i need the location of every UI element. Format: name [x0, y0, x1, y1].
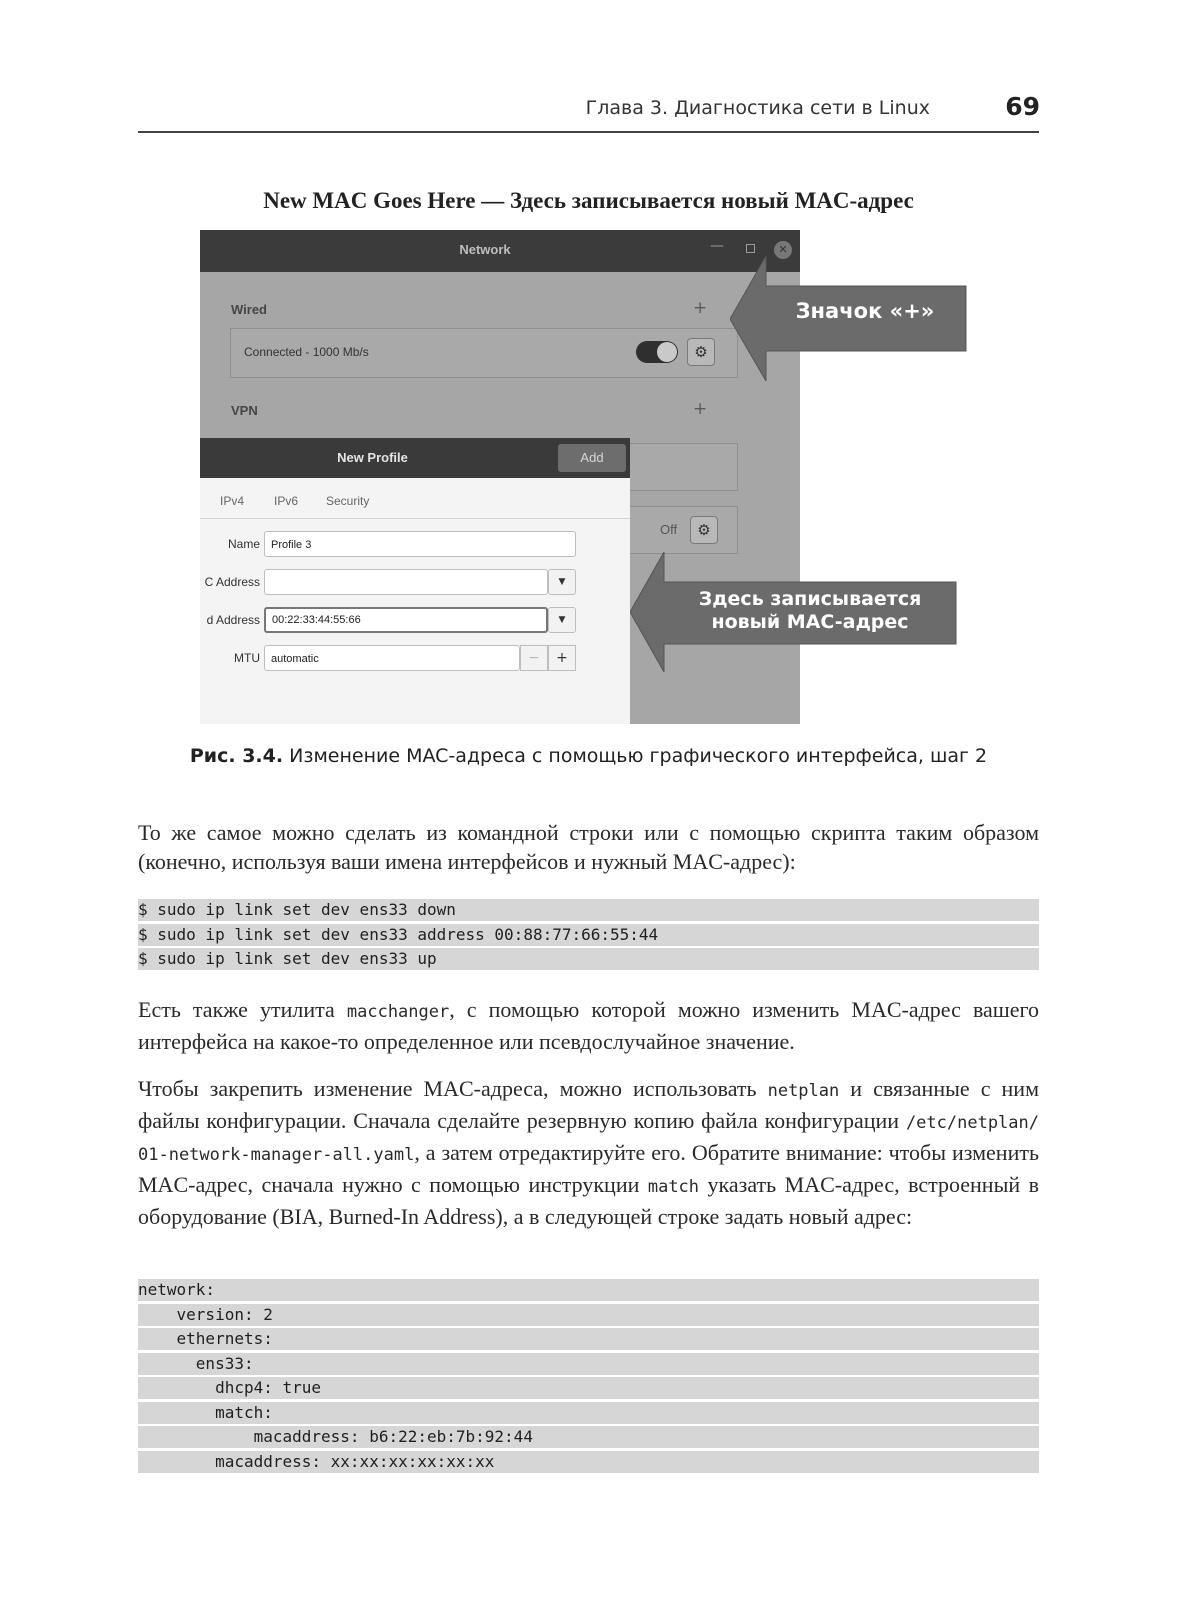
- code-line: ethernets:: [138, 1328, 1039, 1350]
- para3-text-4: указать MAC-адрес, встроенный в оборудование (BIA, Burned-In Address), а в следующей строке задать новый адрес:: [138, 1172, 1039, 1229]
- wired-label: Wired: [231, 302, 267, 317]
- toggle-knob: [657, 342, 677, 362]
- minimize-icon[interactable]: —: [710, 238, 724, 254]
- mtu-increment-button[interactable]: +: [548, 645, 576, 671]
- page-number: 69: [1005, 92, 1040, 121]
- paragraph-netplan: [138, 1074, 1039, 1231]
- mtu-input[interactable]: automatic: [264, 645, 520, 671]
- code-block-ip-link: [138, 899, 1039, 973]
- plus-icon-callout-text: Значок «+»: [795, 299, 935, 323]
- wired-settings-gear-icon[interactable]: ⚙: [687, 338, 715, 366]
- para3-text-3: , а затем отредактируйте его. Обратите внимание: чтобы изменить MAC-адрес, сначала нужно с помощью инструкции: [138, 1140, 1039, 1197]
- vpn-off-label: Off: [660, 522, 678, 537]
- name-label: Name: [227, 537, 260, 551]
- figure-title: New MAC Goes Here — Здесь записывается новый MAC-адрес: [263, 188, 914, 213]
- header-rule: [138, 131, 1039, 133]
- cloned-address-label: d Address: [206, 613, 260, 627]
- match-code: match: [647, 1177, 700, 1197]
- yaml-path-code: /etc/netplan/ 01-network-manager-all.yaml: [138, 1113, 1039, 1165]
- window-title: Network: [459, 242, 511, 257]
- new-mac-callout-text: [665, 588, 955, 634]
- para2-text: Есть также утилита: [138, 997, 347, 1022]
- mac-address-dropdown-icon[interactable]: ▼: [548, 569, 576, 595]
- tab-ipv6[interactable]: IPv6: [274, 494, 299, 508]
- vpn-settings-gear-icon[interactable]: ⚙: [690, 516, 718, 544]
- mac-address-label: C Address: [204, 575, 260, 589]
- wired-status: Connected - 1000 Mb/s: [244, 345, 369, 359]
- vpn-add-icon[interactable]: +: [693, 399, 708, 419]
- tab-ipv4[interactable]: IPv4: [220, 494, 245, 508]
- vpn-label: VPN: [231, 403, 258, 418]
- paragraph-macchanger: [138, 995, 1039, 1056]
- dialog-title: New Profile: [337, 450, 408, 465]
- running-head-title: Глава 3. Диагностика сети в Linux: [585, 97, 930, 119]
- code-line: $ sudo ip link set dev ens33 down: [138, 899, 1039, 921]
- close-icon[interactable]: ✕: [774, 241, 792, 259]
- code-line: macaddress: b6:22:eb:7b:92:44: [138, 1426, 1039, 1448]
- code-line: ens33:: [138, 1353, 1039, 1375]
- code-line: $ sudo ip link set dev ens33 up: [138, 948, 1039, 970]
- new-mac-callout-line1: Здесь записывается: [698, 588, 922, 610]
- tab-divider: [200, 518, 630, 519]
- code-line: dhcp4: true: [138, 1377, 1039, 1399]
- code-line: match:: [138, 1402, 1039, 1424]
- para3-text-1: Чтобы закрепить изменение MAC-адреса, можно использовать: [138, 1076, 768, 1101]
- wired-add-icon[interactable]: +: [693, 298, 708, 318]
- macchanger-code: macchanger: [346, 1002, 450, 1022]
- code-line: version: 2: [138, 1304, 1039, 1326]
- mtu-label: MTU: [234, 651, 260, 665]
- caption-text: Изменение MAC-адреса с помощью графического интерфейса, шаг 2: [283, 745, 988, 767]
- figure-caption: [138, 745, 1039, 767]
- netplan-code: netplan: [767, 1081, 840, 1101]
- cloned-address-dropdown-icon[interactable]: ▼: [548, 607, 576, 633]
- cloned-address-input[interactable]: 00:22:33:44:55:66: [264, 607, 548, 633]
- new-profile-dialog: [200, 438, 630, 724]
- name-input[interactable]: Profile 3: [264, 531, 576, 557]
- caption-label: Рис. 3.4.: [189, 745, 284, 767]
- code-line: $ sudo ip link set dev ens33 address 00:88:77:66:55:44: [138, 924, 1039, 946]
- tab-security[interactable]: Security: [326, 494, 370, 508]
- mac-address-input[interactable]: [264, 569, 548, 595]
- code-line: macaddress: xx:xx:xx:xx:xx:xx: [138, 1451, 1039, 1473]
- paragraph-cli: То же самое можно сделать из командной строки или с помощью скрипта таким образом (конечно, используя ваши имена интерфейсов и нужный MAC-адрес):: [138, 820, 1039, 874]
- add-button[interactable]: Add: [558, 444, 626, 472]
- para3-text-2: и связанные с ним файлы конфигурации. Сначала сделайте резервную копию файла конфигурации: [138, 1076, 1039, 1133]
- maximize-icon[interactable]: [746, 244, 755, 253]
- wired-toggle[interactable]: [636, 341, 678, 363]
- mtu-decrement-button[interactable]: −: [520, 645, 548, 671]
- code-block-netplan-yaml: [138, 1279, 1039, 1475]
- code-line: network:: [138, 1279, 1039, 1301]
- new-mac-callout-line2: новый MAC-адрес: [711, 611, 909, 633]
- para2-text-end: , с помощью которой можно изменить MAC-адрес вашего интерфейса на какое-то определенное или псевдослучайное значение.: [138, 997, 1039, 1054]
